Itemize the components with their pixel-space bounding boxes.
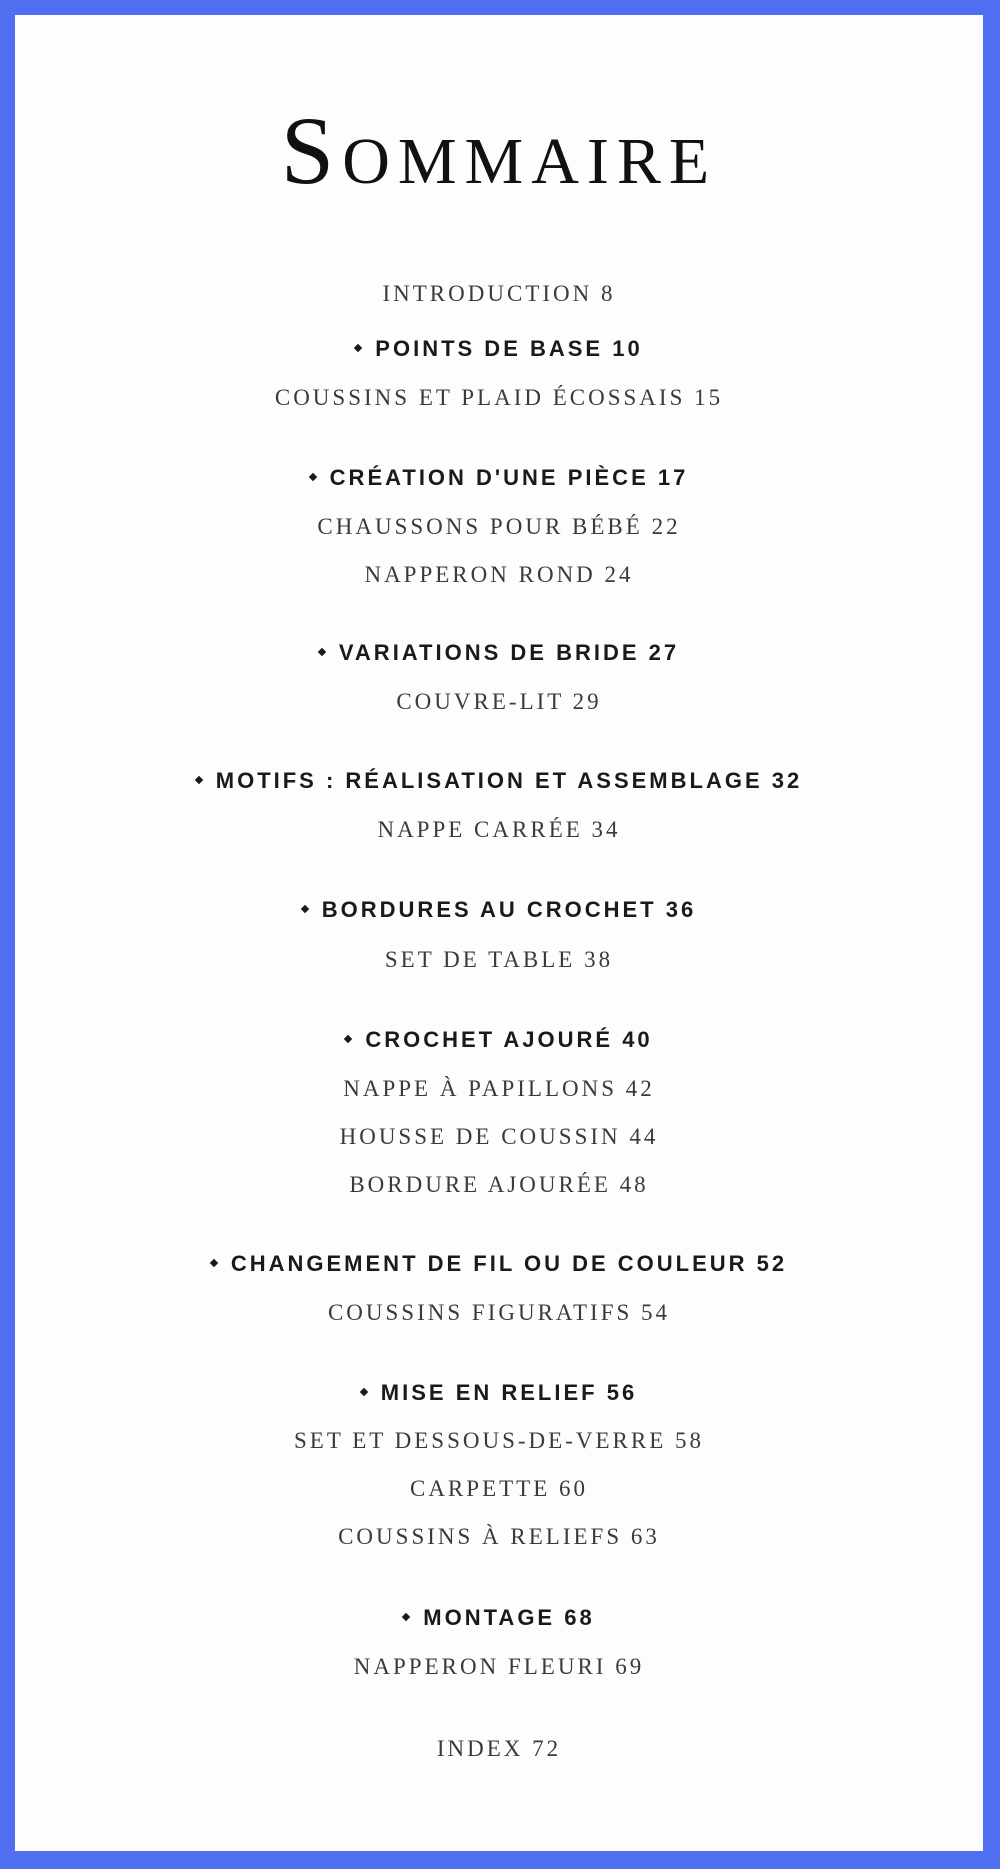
document-page <box>15 15 983 1851</box>
toc-entry-text: BORDURE AJOURÉE 48 <box>349 1172 649 1197</box>
toc-entry <box>15 1125 983 1148</box>
toc-entry <box>15 1173 983 1196</box>
toc-entry-text: COUVRE-LIT 29 <box>396 689 602 714</box>
toc-entry-text: CARPETTE 60 <box>409 1476 589 1501</box>
toc-section-heading <box>15 1607 983 1629</box>
toc-entry-text: NAPPE CARRÉE 34 <box>377 817 621 842</box>
toc-entry-text: MOTIFS : RÉALISATION ET ASSEMBLAGE 32 <box>215 768 803 793</box>
toc-entry-text: CROCHET AJOURÉ 40 <box>365 1027 653 1052</box>
toc-entry-text: INTRODUCTION 8 <box>382 281 616 306</box>
toc-section-heading <box>15 467 983 489</box>
toc-entry <box>15 282 983 305</box>
toc-entry-text: NAPPERON FLEURI 69 <box>353 1654 645 1679</box>
toc-section-heading <box>15 642 983 664</box>
toc-entry-text: BORDURES AU CROCHET 36 <box>321 897 697 922</box>
toc-section-heading <box>15 1029 983 1051</box>
diamond-bullet-icon <box>318 648 326 656</box>
toc-entry <box>15 515 983 538</box>
toc-section-heading <box>15 1382 983 1404</box>
toc-entry-text: NAPPE À PAPILLONS 42 <box>343 1076 655 1101</box>
toc-entry-text: CHAUSSONS POUR BÉBÉ 22 <box>317 514 681 539</box>
toc-entry <box>15 818 983 841</box>
diamond-bullet-icon <box>344 1035 352 1043</box>
toc-entry-text: CHANGEMENT DE FIL OU DE COULEUR 52 <box>230 1251 788 1276</box>
toc-entry-text: MONTAGE 68 <box>423 1605 595 1630</box>
toc-entry-text: NAPPERON ROND 24 <box>364 562 634 587</box>
toc-entry <box>15 1737 983 1760</box>
toc-entry-text: VARIATIONS DE BRIDE 27 <box>338 640 680 665</box>
toc-entry-text: MISE EN RELIEF 56 <box>380 1380 638 1405</box>
diamond-bullet-icon <box>402 1613 410 1621</box>
page-title <box>15 95 983 206</box>
toc-section-heading <box>15 338 983 360</box>
toc-entry-text: INDEX 72 <box>436 1736 562 1761</box>
toc-entry-text: HOUSSE DE COUSSIN 44 <box>339 1124 659 1149</box>
diamond-bullet-icon <box>308 473 316 481</box>
toc-section-heading <box>15 899 983 921</box>
toc-section-heading <box>15 770 983 792</box>
toc-entry <box>15 1077 983 1100</box>
toc-entry-text: SET DE TABLE 38 <box>384 947 614 972</box>
toc-entry <box>15 1301 983 1324</box>
toc-entry <box>15 1477 983 1500</box>
toc-entry-text: COUSSINS À RELIEFS 63 <box>338 1524 660 1549</box>
toc-entry-text: SET ET DESSOUS-DE-VERRE 58 <box>293 1428 705 1453</box>
toc-entry <box>15 563 983 586</box>
toc-section-heading <box>15 1253 983 1275</box>
toc-entry <box>15 386 983 409</box>
toc-entry-text: COUSSINS ET PLAID ÉCOSSAIS 15 <box>274 385 724 410</box>
toc-entry <box>15 1525 983 1548</box>
toc-entry <box>15 690 983 713</box>
title-rest: OMMAIRE <box>342 125 718 198</box>
diamond-bullet-icon <box>354 344 362 352</box>
diamond-bullet-icon <box>360 1388 368 1396</box>
toc-entry <box>15 948 983 971</box>
toc-entry <box>15 1429 983 1452</box>
toc-entry-text: POINTS DE BASE 10 <box>375 336 643 361</box>
toc-entry-text: CRÉATION D'UNE PIÈCE 17 <box>329 465 689 490</box>
diamond-bullet-icon <box>210 1259 218 1267</box>
diamond-bullet-icon <box>301 905 309 913</box>
title-initial: S <box>280 97 343 204</box>
toc-entry-text: COUSSINS FIGURATIFS 54 <box>327 1300 671 1325</box>
toc-entry <box>15 1655 983 1678</box>
diamond-bullet-icon <box>195 776 203 784</box>
